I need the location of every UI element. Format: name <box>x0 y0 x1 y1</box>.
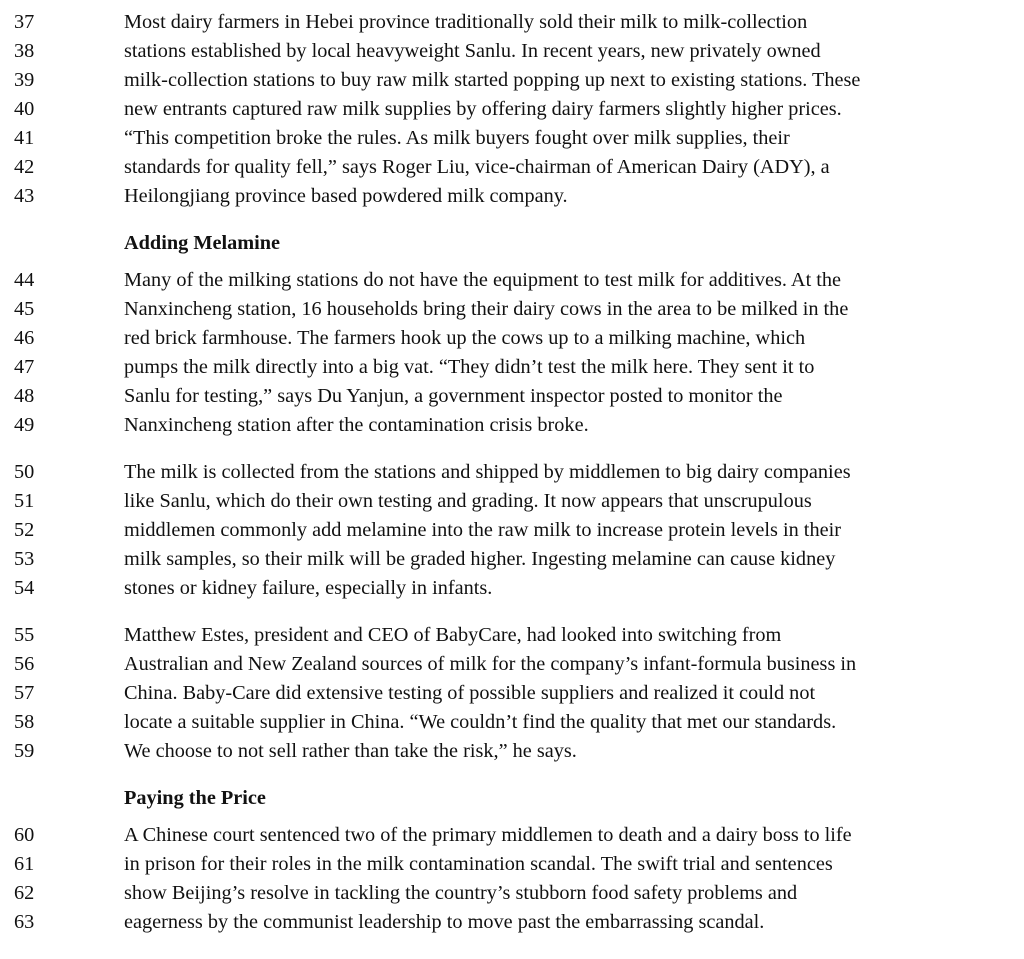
section-heading <box>0 784 1024 813</box>
text-line <box>0 908 1024 937</box>
text-line <box>0 574 1024 603</box>
line-text: Heilongjiang province based powdered milk company. <box>124 185 568 207</box>
text-line <box>0 95 1024 124</box>
line-number: 40 <box>14 98 35 120</box>
line-number: 55 <box>14 624 35 646</box>
text-line <box>0 545 1024 574</box>
text-line <box>0 182 1024 211</box>
line-number: 37 <box>14 11 35 33</box>
text-line <box>0 8 1024 37</box>
line-number: 50 <box>14 461 35 483</box>
line-text: Nanxincheng station, 16 households bring their dairy cows in the area to be milked in the <box>124 298 849 320</box>
line-number: 44 <box>14 269 35 291</box>
text-line <box>0 621 1024 650</box>
line-number: 41 <box>14 127 35 149</box>
line-number: 52 <box>14 519 35 541</box>
line-text: in prison for their roles in the milk contamination scandal. The swift trial and sentences <box>124 853 833 875</box>
line-text: Australian and New Zealand sources of milk for the company’s infant-formula business in <box>124 653 857 675</box>
paragraph <box>0 8 1024 211</box>
text-line <box>0 324 1024 353</box>
line-number: 61 <box>14 853 35 875</box>
line-number: 45 <box>14 298 35 320</box>
line-number: 47 <box>14 356 35 378</box>
text-line <box>0 821 1024 850</box>
section-heading-text: Adding Melamine <box>124 232 281 254</box>
text-line <box>0 487 1024 516</box>
paragraph <box>0 458 1024 603</box>
line-text: pumps the milk directly into a big vat. “They didn’t test the milk here. They sent it to <box>124 356 815 378</box>
line-number: 62 <box>14 882 35 904</box>
spacer <box>0 211 1024 229</box>
line-text: Most dairy farmers in Hebei province traditionally sold their milk to milk-collection <box>124 11 808 33</box>
line-number: 63 <box>14 911 35 933</box>
text-line <box>0 382 1024 411</box>
text-line <box>0 679 1024 708</box>
line-text: Sanlu for testing,” says Du Yanjun, a government inspector posted to monitor the <box>124 385 783 407</box>
text-line <box>0 411 1024 440</box>
line-text: A Chinese court sentenced two of the primary middlemen to death and a dairy boss to life <box>124 824 852 846</box>
line-number: 38 <box>14 40 35 62</box>
spacer <box>0 813 1024 821</box>
text-line <box>0 879 1024 908</box>
text-line <box>0 37 1024 66</box>
document-page <box>0 8 1024 937</box>
line-text: like Sanlu, which do their own testing and grading. It now appears that unscrupulous <box>124 490 812 512</box>
line-number: 58 <box>14 711 35 733</box>
line-text: new entrants captured raw milk supplies by offering dairy farmers slightly higher prices. <box>124 98 842 120</box>
line-text: middlemen commonly add melamine into the raw milk to increase protein levels in their <box>124 519 841 541</box>
text-line <box>0 124 1024 153</box>
line-text: locate a suitable supplier in China. “We couldn’t find the quality that met our standards. <box>124 711 837 733</box>
line-number: 43 <box>14 185 35 207</box>
line-text: milk samples, so their milk will be graded higher. Ingesting melamine can cause kidney <box>124 548 836 570</box>
text-line <box>0 353 1024 382</box>
text-line <box>0 650 1024 679</box>
text-line <box>0 458 1024 487</box>
text-line <box>0 850 1024 879</box>
line-number: 46 <box>14 327 35 349</box>
text-line <box>0 708 1024 737</box>
line-text: stones or kidney failure, especially in infants. <box>124 577 493 599</box>
line-number: 42 <box>14 156 35 178</box>
line-text: stations established by local heavyweight Sanlu. In recent years, new privately owned <box>124 40 821 62</box>
line-text: milk-collection stations to buy raw milk started popping up next to existing stations. These <box>124 69 861 91</box>
line-text: Many of the milking stations do not have the equipment to test milk for additives. At the <box>124 269 842 291</box>
line-text: red brick farmhouse. The farmers hook up the cows up to a milking machine, which <box>124 327 806 349</box>
text-line <box>0 516 1024 545</box>
paragraph-gap <box>0 440 1024 458</box>
line-number: 53 <box>14 548 35 570</box>
line-text: eagerness by the communist leadership to move past the embarrassing scandal. <box>124 911 765 933</box>
line-text: show Beijing’s resolve in tackling the country’s stubborn food safety problems and <box>124 882 798 904</box>
text-line <box>0 295 1024 324</box>
line-text: We choose to not sell rather than take the risk,” he says. <box>124 740 577 762</box>
line-text: standards for quality fell,” says Roger Liu, vice-chairman of American Dairy (ADY), a <box>124 156 830 178</box>
line-text: Nanxincheng station after the contamination crisis broke. <box>124 414 589 436</box>
text-line <box>0 153 1024 182</box>
line-number: 51 <box>14 490 35 512</box>
paragraph-gap <box>0 603 1024 621</box>
paragraph <box>0 266 1024 440</box>
line-text: “This competition broke the rules. As milk buyers fought over milk supplies, their <box>124 127 790 149</box>
line-number: 48 <box>14 385 35 407</box>
line-number: 59 <box>14 740 35 762</box>
text-line <box>0 737 1024 766</box>
line-number: 60 <box>14 824 35 846</box>
line-number: 39 <box>14 69 35 91</box>
line-text: The milk is collected from the stations and shipped by middlemen to big dairy companies <box>124 461 851 483</box>
line-text: Matthew Estes, president and CEO of BabyCare, had looked into switching from <box>124 624 782 646</box>
text-line <box>0 66 1024 95</box>
line-number: 57 <box>14 682 35 704</box>
section-heading-text: Paying the Price <box>124 787 266 809</box>
line-number: 54 <box>14 577 35 599</box>
line-number: 56 <box>14 653 35 675</box>
line-number: 49 <box>14 414 35 436</box>
paragraph <box>0 621 1024 766</box>
section-heading <box>0 229 1024 258</box>
paragraph <box>0 821 1024 937</box>
spacer <box>0 766 1024 784</box>
line-text: China. Baby-Care did extensive testing of possible suppliers and realized it could not <box>124 682 816 704</box>
text-line <box>0 266 1024 295</box>
spacer <box>0 258 1024 266</box>
